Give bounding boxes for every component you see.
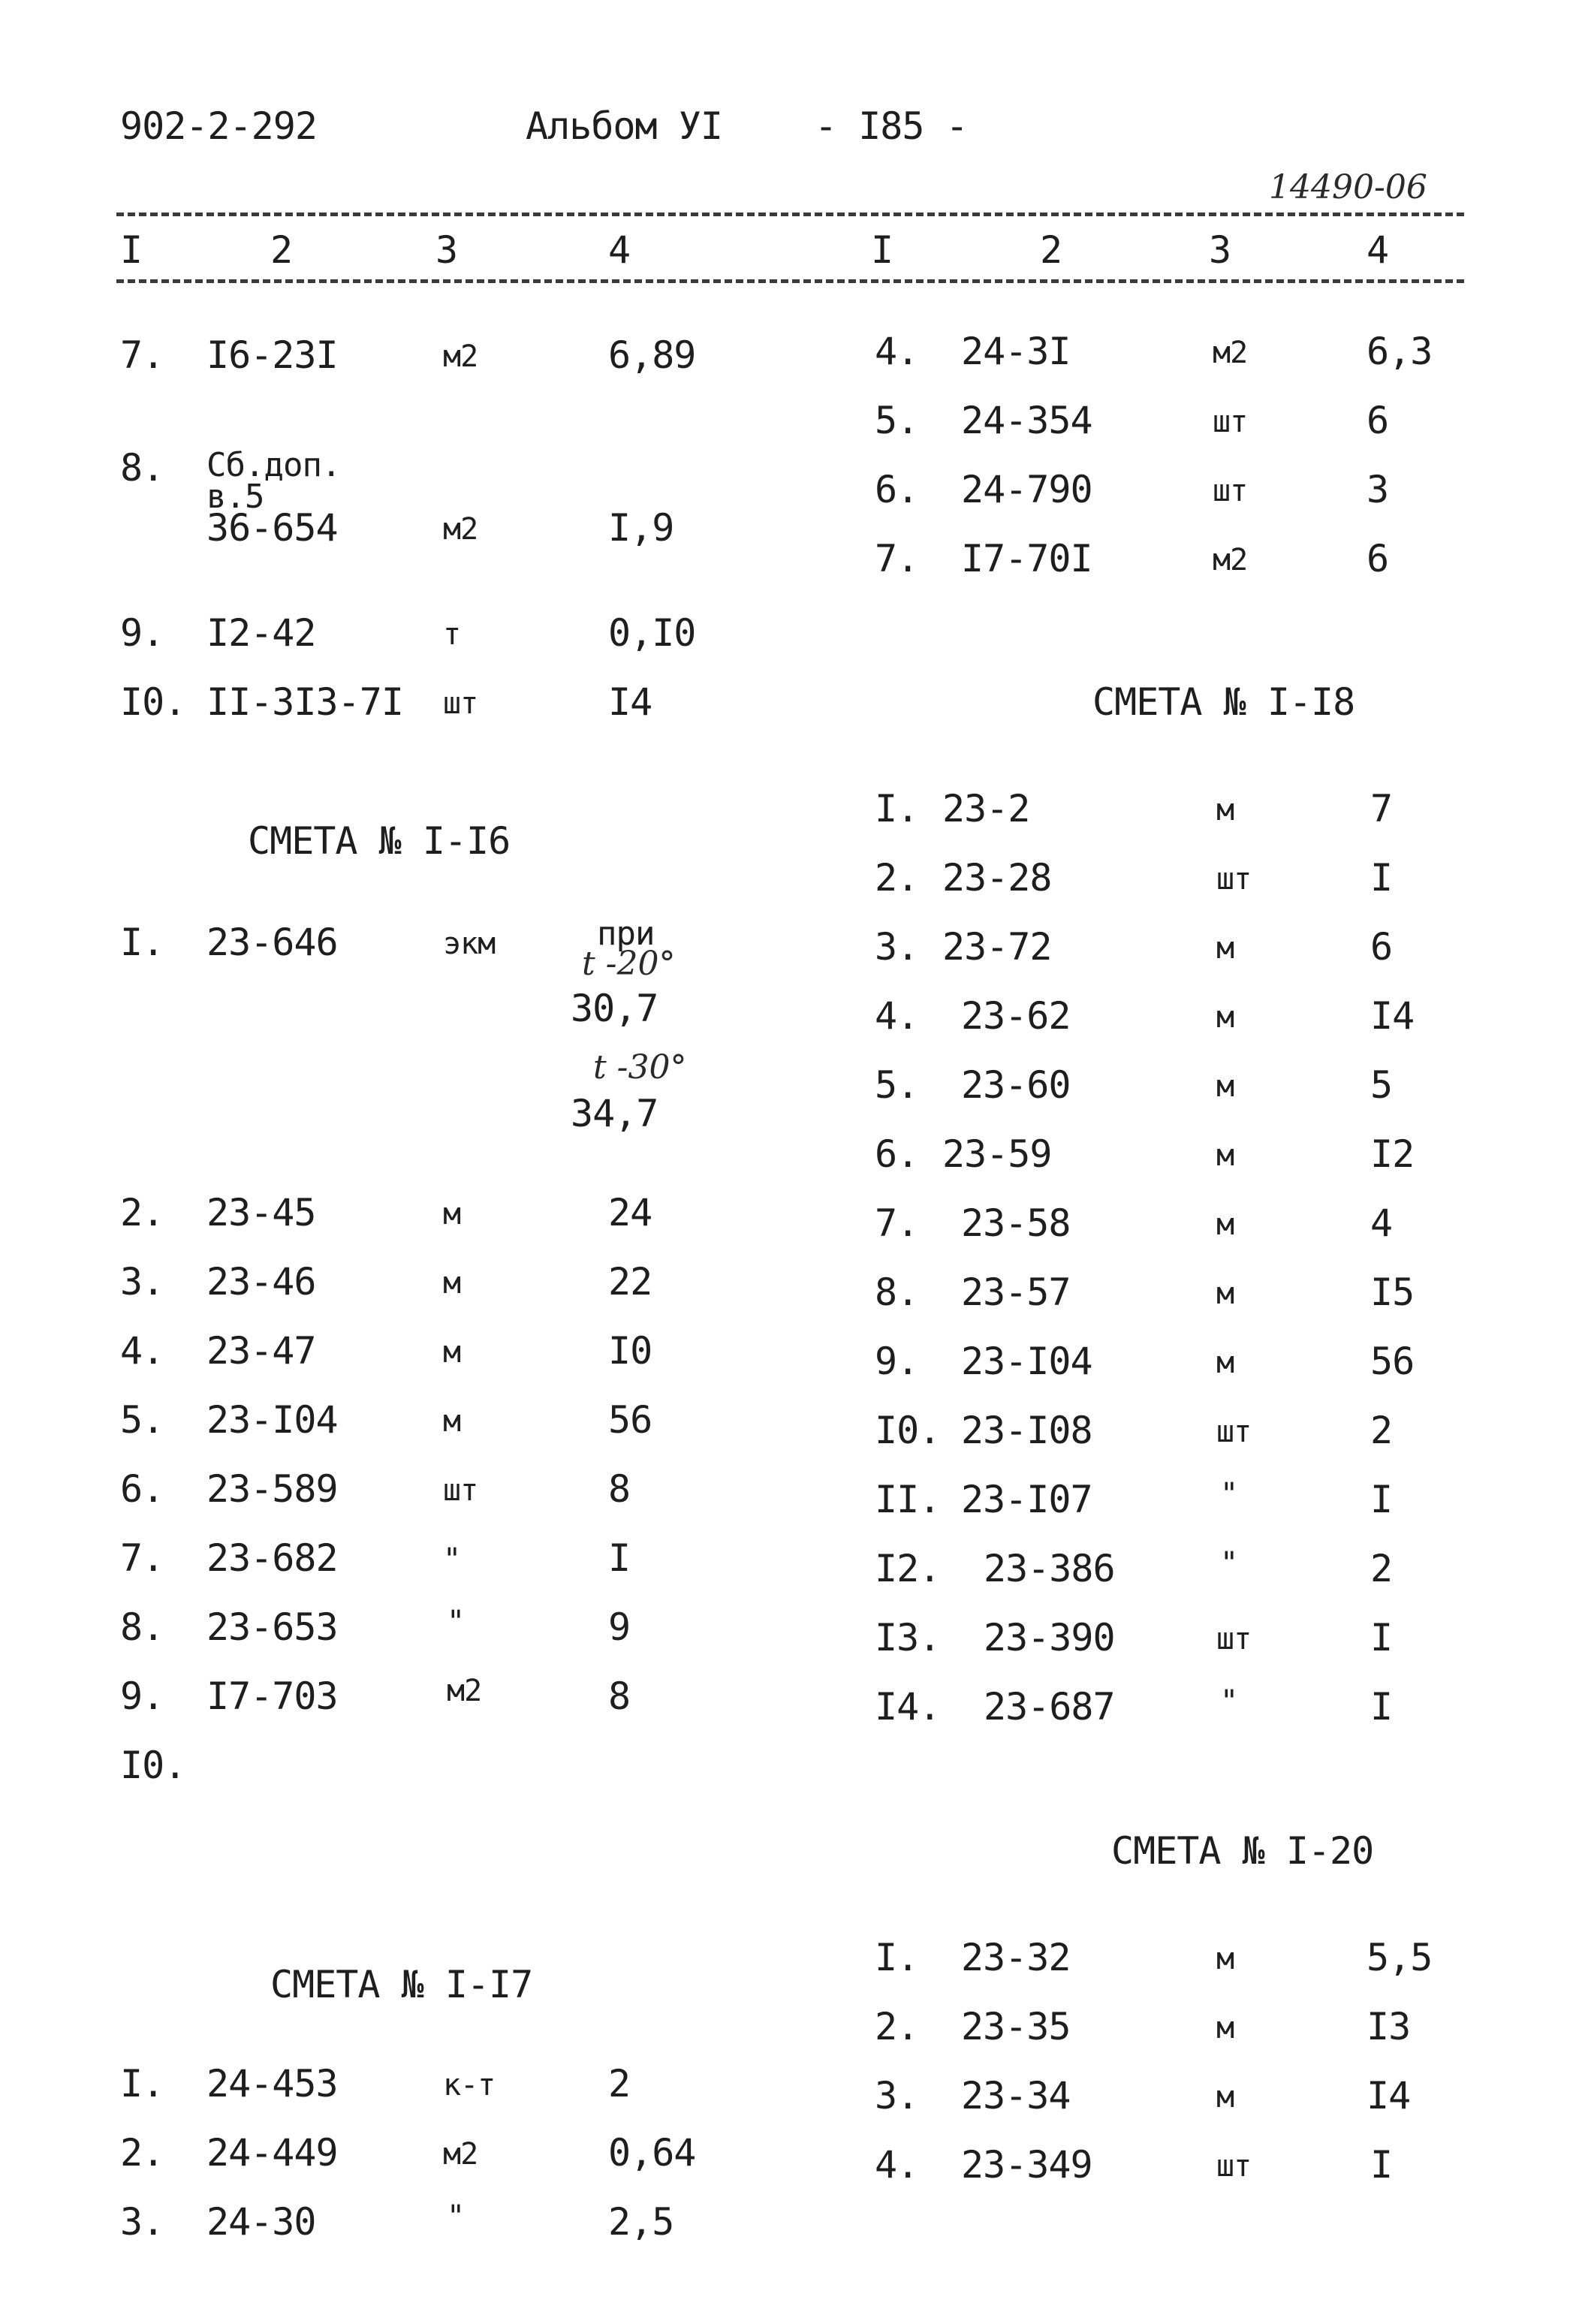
- list-item-unit: м: [1216, 1000, 1234, 1035]
- list-item-number: 4.: [120, 1329, 164, 1373]
- list-item-number: II.: [875, 1478, 941, 1521]
- list-item-number: 5.: [875, 399, 919, 442]
- list-item-number: 3.: [875, 2074, 919, 2118]
- list-item-code: 23-47: [206, 1329, 316, 1373]
- list-item-code: Сб.доп.: [206, 446, 341, 484]
- list-item-number: 2.: [875, 856, 919, 900]
- col-header-l3: 3: [435, 228, 458, 272]
- list-item-qty: 2: [1370, 1547, 1393, 1590]
- list-item-code: 23-34: [961, 2074, 1071, 2118]
- list-item-number: 2.: [120, 1191, 164, 1234]
- list-item-number: 6.: [875, 468, 919, 511]
- list-item-qty: 5: [1370, 1063, 1393, 1107]
- list-item-unit: м2: [443, 2137, 478, 2172]
- list-item-code: I7-703: [206, 1674, 338, 1718]
- list-item-unit: шт: [1213, 474, 1248, 508]
- list-item-qty: 6: [1367, 399, 1389, 442]
- list-item-unit: ": [1220, 1477, 1238, 1512]
- list-item-code: 23-28: [942, 856, 1052, 900]
- list-item-code: 23-2: [942, 787, 1030, 830]
- list-item-code: 24-3I: [961, 330, 1071, 373]
- list-item-code: 23-653: [206, 1605, 338, 1649]
- list-item-code: 23-I08: [961, 1409, 1092, 1452]
- list-item-qty: 9: [608, 1605, 631, 1649]
- list-item-number: I0.: [120, 680, 186, 724]
- list-item-qty: I5: [1370, 1271, 1415, 1314]
- list-item-number: I.: [120, 921, 164, 964]
- list-item-unit: м: [443, 1266, 461, 1301]
- list-item-unit: шт: [1216, 2149, 1252, 2184]
- list-item-code: 23-72: [942, 925, 1052, 969]
- list-item-unit: к-т: [443, 2068, 496, 2102]
- list-item-number: 6.: [875, 1132, 919, 1176]
- list-item-unit: шт: [1216, 1415, 1252, 1449]
- list-item-code: 23-682: [206, 1536, 338, 1580]
- list-item-qty: 6: [1370, 925, 1393, 969]
- col-header-r2: 2: [1040, 228, 1062, 272]
- list-item-code: 23-687: [984, 1685, 1115, 1729]
- list-item-unit: экм: [443, 927, 496, 961]
- list-item-unit: м: [1216, 2080, 1234, 2115]
- list-item-qty: I: [608, 1536, 631, 1580]
- list-item-number: I.: [875, 1936, 919, 1979]
- list-item-qty: I4: [1367, 2074, 1411, 2118]
- list-item-qty: 8: [608, 1674, 631, 1718]
- list-item-unit: шт: [1216, 1622, 1252, 1656]
- list-item-qty: 5,5: [1367, 1936, 1433, 1979]
- list-item-qty: I4: [1370, 994, 1415, 1038]
- list-item-code: 23-32: [961, 1936, 1071, 1979]
- list-item-number: 8.: [120, 1605, 164, 1649]
- list-item-number: 4.: [875, 2143, 919, 2187]
- list-item-unit: м: [443, 1335, 461, 1370]
- list-item-unit: шт: [1216, 862, 1252, 897]
- list-item-code: 24-453: [206, 2062, 338, 2105]
- list-item-unit: м: [1216, 1069, 1234, 1104]
- header-top-rule: [116, 213, 1464, 216]
- list-item-unit: ": [443, 1542, 461, 1577]
- list-item-qty: I0: [608, 1329, 652, 1373]
- list-item-qty: I: [1370, 1685, 1393, 1729]
- list-item-qty: 56: [608, 1398, 652, 1442]
- list-item-code: I2-42: [206, 611, 316, 655]
- list-item-code: 36-654: [206, 506, 338, 550]
- list-item-number: 2.: [120, 2131, 164, 2175]
- list-item-qty: I: [1370, 856, 1393, 900]
- list-item-qty: 0,64: [608, 2131, 696, 2175]
- list-item-unit: м2: [443, 339, 478, 374]
- list-item-unit: м: [1216, 1277, 1234, 1311]
- list-item-number: 3.: [120, 1260, 164, 1304]
- list-item-code: I7-70I: [961, 537, 1092, 580]
- list-item-code: 23-62: [961, 994, 1071, 1038]
- list-item-unit: м: [443, 1404, 461, 1439]
- list-item-number: I3.: [875, 1616, 941, 1659]
- list-item-unit: шт: [1213, 405, 1248, 439]
- list-item-number: 5.: [875, 1063, 919, 1107]
- col-header-l1: I: [120, 228, 143, 272]
- list-item-unit: шт: [443, 1473, 478, 1508]
- list-item-code: 23-59: [942, 1132, 1052, 1176]
- list-item-code: 24-30: [206, 2200, 316, 2244]
- list-item-code: 23-I04: [206, 1398, 338, 1442]
- page-number: - I85 -: [815, 104, 968, 148]
- list-item-unit: м: [1216, 1207, 1234, 1242]
- list-item-code: 23-46: [206, 1260, 316, 1304]
- temperature-condition: t -20°: [582, 945, 676, 983]
- list-item-number: 4.: [875, 330, 919, 373]
- list-item-number: 3.: [875, 925, 919, 969]
- list-item-number: 9.: [875, 1340, 919, 1383]
- list-item-code: 23-386: [984, 1547, 1115, 1590]
- list-item-number: 8.: [120, 446, 164, 490]
- col-header-l4: 4: [608, 228, 631, 272]
- list-item-unit: ": [1220, 1546, 1238, 1581]
- section-title: СМЕТА № I-I7: [270, 1963, 533, 2006]
- list-item-code: в.5: [206, 478, 264, 516]
- list-item-unit: м: [1216, 2011, 1234, 2045]
- list-item-qty: 3: [1367, 468, 1389, 511]
- list-item-qty: I: [1370, 1616, 1393, 1659]
- col-header-r4: 4: [1367, 228, 1389, 272]
- list-item-qty: 6: [1367, 537, 1389, 580]
- list-item-code: 24-790: [961, 468, 1092, 511]
- list-item-qty: 4: [1370, 1201, 1393, 1245]
- list-item-unit: м: [1216, 793, 1234, 827]
- list-item-number: 8.: [875, 1271, 919, 1314]
- handwritten-code: 14490-06: [1269, 168, 1427, 206]
- list-item-unit: шт: [443, 686, 478, 721]
- list-item-number: 2.: [875, 2005, 919, 2048]
- list-item-qty: I3: [1367, 2005, 1411, 2048]
- list-item-code: 23-589: [206, 1467, 338, 1511]
- list-item-number: 6.: [120, 1467, 164, 1511]
- list-item-number: I0.: [875, 1409, 941, 1452]
- list-item-unit: ": [447, 2199, 465, 2234]
- list-item-number: 9.: [120, 1674, 164, 1718]
- list-item-number: 9.: [120, 611, 164, 655]
- list-item-qty: 2: [608, 2062, 631, 2105]
- col-header-r1: I: [871, 228, 893, 272]
- list-item-qty: 7: [1370, 787, 1393, 830]
- list-item-qty: I2: [1370, 1132, 1415, 1176]
- list-item-unit: т: [443, 617, 461, 652]
- list-item-unit: м: [443, 1197, 461, 1231]
- list-item-number: 7.: [120, 1536, 164, 1580]
- list-item-code: 23-57: [961, 1271, 1071, 1314]
- list-item-qty: 0,I0: [608, 611, 696, 655]
- list-item-qty: 2: [1370, 1409, 1393, 1452]
- list-item-qty: 30,7: [571, 987, 658, 1030]
- list-item-code: 23-58: [961, 1201, 1071, 1245]
- list-item-unit: м: [1216, 931, 1234, 966]
- list-item-unit: м2: [443, 512, 478, 547]
- list-item-unit: ": [447, 1605, 465, 1639]
- list-item-number: 7.: [875, 537, 919, 580]
- list-item-number: 7.: [875, 1201, 919, 1245]
- list-item-unit: м2: [1213, 336, 1248, 370]
- list-item-number: 7.: [120, 333, 164, 377]
- list-item-number: 5.: [120, 1398, 164, 1442]
- col-header-l2: 2: [270, 228, 293, 272]
- list-item-qty: 22: [608, 1260, 652, 1304]
- list-item-qty: 24: [608, 1191, 652, 1234]
- list-item-code: 23-390: [984, 1616, 1115, 1659]
- list-item-code: 23-646: [206, 921, 338, 964]
- section-title: СМЕТА № I-20: [1111, 1829, 1374, 1873]
- doc-number: 902-2-292: [120, 104, 317, 148]
- list-item-qty: I4: [608, 680, 652, 724]
- list-item-qty: I: [1370, 2143, 1393, 2187]
- list-item-qty: I: [1370, 1478, 1393, 1521]
- album-title: Альбом УI: [526, 104, 722, 148]
- col-header-r3: 3: [1209, 228, 1231, 272]
- list-item-number: I2.: [875, 1547, 941, 1590]
- list-item-code: 24-449: [206, 2131, 338, 2175]
- list-item-unit: м: [1216, 1942, 1234, 1976]
- header-bottom-rule: [116, 279, 1464, 283]
- list-item-code: I6-23I: [206, 333, 338, 377]
- list-item-qty: 6,3: [1367, 330, 1433, 373]
- list-item-code: 23-60: [961, 1063, 1071, 1107]
- list-item-number: I.: [120, 2062, 164, 2105]
- list-item-unit: м2: [447, 1674, 482, 1708]
- temperature-condition: t -30°: [593, 1048, 687, 1087]
- list-item-unit: м: [1216, 1346, 1234, 1380]
- list-item-unit: ": [1220, 1684, 1238, 1719]
- list-item-qty: 56: [1370, 1340, 1415, 1383]
- list-item-code: 23-I07: [961, 1478, 1092, 1521]
- list-item-number: I0.: [120, 1744, 186, 1787]
- list-item-code: 23-35: [961, 2005, 1071, 2048]
- list-item-number: 4.: [875, 994, 919, 1038]
- list-item-qty: 8: [608, 1467, 631, 1511]
- list-item-number: 3.: [120, 2200, 164, 2244]
- list-item-code: II-3I3-7I: [206, 680, 403, 724]
- list-item-number: I4.: [875, 1685, 941, 1729]
- list-item-code: 23-I04: [961, 1340, 1092, 1383]
- list-item-code: 24-354: [961, 399, 1092, 442]
- section-title: СМЕТА № I-I8: [1092, 680, 1355, 724]
- list-item-qty: 6,89: [608, 333, 696, 377]
- section-title: СМЕТА № I-I6: [248, 819, 511, 863]
- list-item-code: 23-349: [961, 2143, 1092, 2187]
- list-item-qty: 2,5: [608, 2200, 674, 2244]
- list-item-qty: I,9: [608, 506, 674, 550]
- list-item-unit: м: [1216, 1138, 1234, 1173]
- list-item-unit: м2: [1213, 543, 1248, 577]
- list-item-number: I.: [875, 787, 919, 830]
- list-item-qty: 34,7: [571, 1092, 658, 1135]
- list-item-code: 23-45: [206, 1191, 316, 1234]
- condition-note: при: [597, 915, 655, 953]
